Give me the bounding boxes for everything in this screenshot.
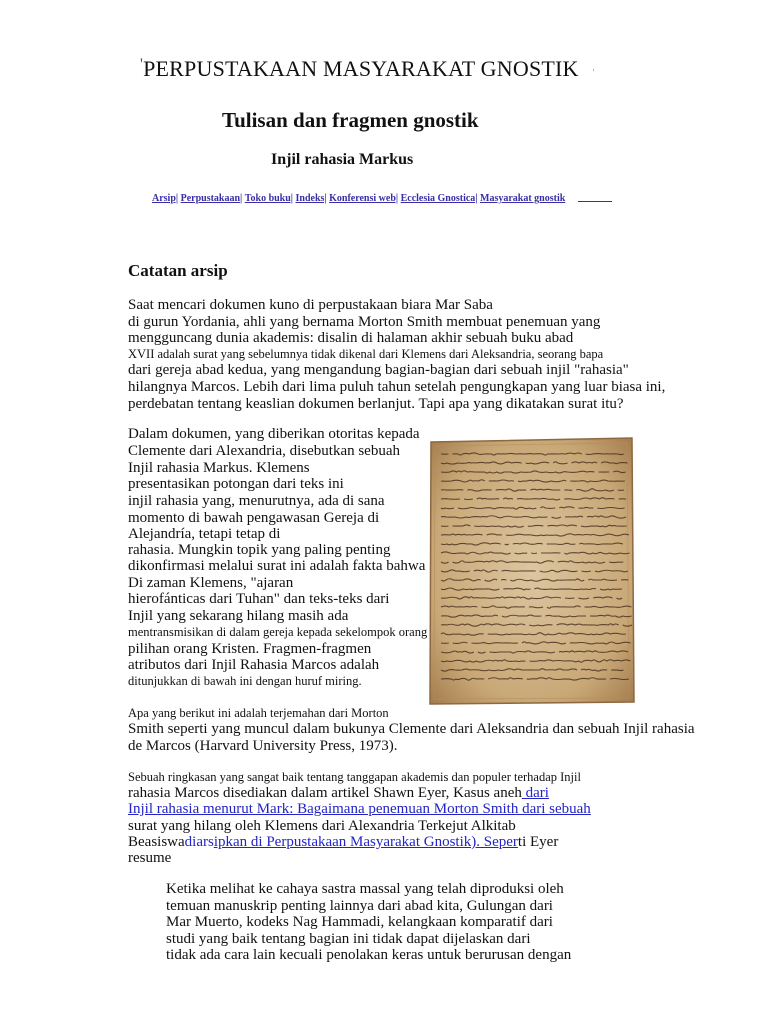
quote-line: Ketika melihat ke cahaya sastra massal yang telah diproduksi oleh — [166, 881, 564, 897]
para4-line: resume — [128, 850, 172, 866]
para2-line: Injil rahasia Markus. Klemens — [128, 460, 310, 476]
para2-line: atributos dari Injil Rahasia Marcos adalah — [128, 657, 380, 673]
page-title: Tulisan dan fragmen gnostik — [222, 108, 479, 132]
quote-line: Mar Muerto, kodeks Nag Hammadi, kelangkaan komparatif dari — [166, 914, 553, 930]
nav-link-masyarakat-gnostik[interactable]: Masyarakat gnostik — [480, 193, 566, 204]
article-link[interactable]: ahasia menurut — [161, 801, 253, 817]
site-title — [140, 56, 595, 82]
nav-link-arsip[interactable]: Arsip| — [152, 193, 179, 204]
para4-line — [128, 801, 591, 818]
para3-line: Smith seperti yang muncul dalam bukunya Clemente dari Aleksandria dan sebuah Injil rahasia — [128, 721, 695, 737]
quote-line: studi yang baik tentang bagian ini tidak dapat dijelaskan dari — [166, 931, 531, 947]
article-link[interactable]: Injil r — [128, 801, 162, 817]
para4-text: Beasiswa — [128, 834, 185, 850]
nav-link-toko-buku[interactable]: Toko buku| — [244, 193, 294, 204]
quote-line: temuan manuskrip penting lainnya dari abad kita, Gulungan dari — [166, 898, 553, 914]
para4-line: surat yang hilang oleh Klemens dari Alexandria Terkejut Alkitab — [128, 818, 516, 834]
nav-link-indeks[interactable]: Indeks| — [295, 193, 327, 204]
para4-line: Sebuah ringkasan yang sangat baik tentang tanggapan akademis dan populer terhadap Injil — [128, 770, 581, 784]
para1-line: mengguncang dunia akademis: disalin di halaman akhir sebuah buku abad — [128, 330, 574, 346]
para4-line — [128, 785, 649, 802]
para1-line: Saat mencari dokumen kuno di perpustakaan biara Mar Saba — [128, 297, 493, 313]
para2-line: pilihan orang Kristen. Fragmen-fragmen — [128, 641, 372, 657]
article-link[interactable]: Mark: Bagaimana penemuan Morton Smith dari sebuah — [252, 801, 591, 817]
archive-link[interactable]: ipkan di Perpustakaan Masyarakat Gnostik). Seper — [213, 834, 518, 850]
para2-line: momento di bawah pengawasan Gereja di — [128, 510, 380, 526]
para2-line: mentransmisikan di dalam gereja kepada sekelompok orang — [128, 625, 428, 639]
para2-line: injil rahasia yang, menurutnya, ada di sana — [128, 493, 385, 509]
para2-line: dikonfirmasi melalui surat ini adalah fakta bahwa — [128, 558, 426, 574]
archive-link[interactable]: diars — [184, 834, 214, 850]
section-heading: Catatan arsip — [128, 261, 228, 280]
nav-link-ecclesia-gnostica[interactable]: Ecclesia Gnostica| — [400, 193, 478, 204]
para2-line: Dalam dokumen, yang diberikan otoritas kepada — [128, 426, 420, 442]
title-mark-right: ' — [592, 68, 595, 79]
para2-line: Injil yang sekarang hilang masih ada — [128, 608, 349, 624]
para2-line: ditunjukkan di bawah ini dengan huruf miring. — [128, 674, 362, 688]
title-mark: ' — [140, 56, 144, 73]
para1-line: dari gereja abad kedua, yang mengandung bagian-bagian dari sebuah injil "rahasia" — [128, 362, 629, 378]
para3-line: Apa yang berikut ini adalah terjemahan dari Morton — [128, 706, 389, 720]
para2-line: presentasikan potongan dari teks ini — [128, 476, 344, 492]
para1-line: hilangnya Marcos. Lebih dari lima puluh tahun setelah pengungkapan yang luar biasa ini, — [128, 379, 666, 395]
nav-link-perpustakaan[interactable]: Perpustakaan| — [180, 193, 243, 204]
para2-line: rahasia. Mungkin topik yang paling penting — [128, 542, 391, 558]
para4-line — [128, 834, 558, 851]
para2-line: Clemente dari Alexandria, disebutkan sebuah — [128, 443, 400, 459]
para1-line: perdebatan tentang keaslian dokumen berlanjut. Tapi apa yang dikatakan surat itu? — [128, 396, 624, 412]
para4-text: ti Eyer — [517, 834, 559, 850]
para1-line: di gurun Yordania, ahli yang bernama Morton Smith membuat penemuan yang — [128, 314, 601, 330]
page-subtitle: Injil rahasia Markus — [271, 151, 414, 168]
para2-line: hierofánticas dari Tuhan" dan teks-teks dari — [128, 591, 390, 607]
site-title-text: PERPUSTAKAAN MASYARAKAT GNOSTIK — [143, 56, 579, 81]
para1-line: XVII adalah surat yang sebelumnya tidak dikenal dari Klemens dari Aleksandria, seorang bapa — [128, 347, 604, 361]
article-link[interactable]: dari — [521, 785, 549, 801]
para2-line: Alejandría, tetapi tetap di — [128, 526, 281, 542]
para4-text: rahasia Marcos disediakan dalam artikel Shawn Eyer, Kasus aneh — [128, 785, 522, 801]
quote-line: tidak ada cara lain kecuali penolakan keras untuk berurusan dengan — [166, 947, 572, 963]
nav-spacer-link[interactable] — [578, 201, 612, 202]
nav-link-konferensi-web[interactable]: Konferensi web| — [329, 193, 399, 204]
para3-line: de Marcos (Harvard University Press, 1973). — [128, 738, 398, 754]
nav-bar — [152, 193, 612, 204]
para2-line: Di zaman Klemens, "ajaran — [128, 575, 294, 591]
manuscript-image — [427, 436, 636, 706]
